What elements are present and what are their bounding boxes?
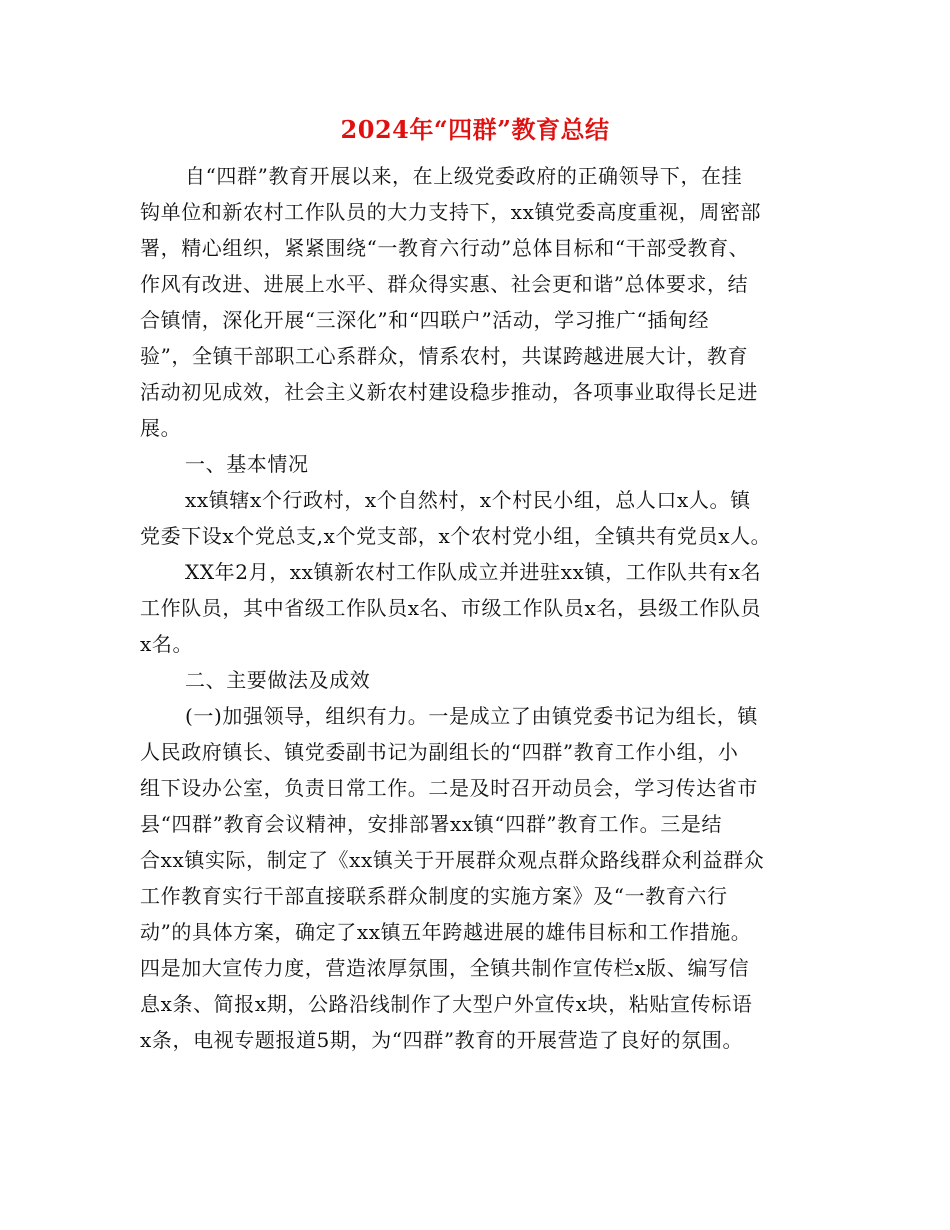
text-line: 组下设办公室，负责日常工作。二是及时召开动员会，学习传达省市 bbox=[140, 776, 758, 800]
text-line: 人民政府镇长、镇党委副书记为副组长的“四群”教育工作小组，小 bbox=[140, 740, 739, 764]
text-line: 党委下设x个党总支,x个党支部，x个农村党小组，全镇共有党员x人。 bbox=[140, 524, 772, 548]
text-line: 合镇情，深化开展“三深化”和“四联户”活动，学习推广“插甸经 bbox=[140, 308, 710, 332]
text-line: XX年2月，xx镇新农村工作队成立并进驻xx镇，工作队共有x名 bbox=[185, 560, 762, 584]
text-line: 活动初见成效，社会主义新农村建设稳步推动，各项事业取得长足进 bbox=[140, 380, 758, 404]
text-line: 工作队员，其中省级工作队员x名、市级工作队员x名，县级工作队员 bbox=[140, 596, 762, 620]
text-line: x条，电视专题报道5期，为“四群”教育的开展营造了良好的氛围。 bbox=[140, 1028, 744, 1052]
text-line: 署，精心组织，紧紧围绕“一教育六行动”总体目标和“干部受教育、 bbox=[140, 236, 750, 260]
text-line: 合xx镇实际，制定了《xx镇关于开展群众观点群众路线群众利益群众 bbox=[140, 848, 765, 872]
text-line: (一)加强领导，组织有力。一是成立了由镇党委书记为组长，镇 bbox=[185, 704, 759, 728]
text-line: 钩单位和新农村工作队员的大力支持下，xx镇党委高度重视，周密部 bbox=[140, 200, 762, 224]
text-line: x名。 bbox=[140, 632, 194, 656]
document-body bbox=[140, 158, 820, 1058]
text-line: 一、基本情况 bbox=[185, 452, 309, 476]
text-line: 息x条、简报x期，公路沿线制作了大型户外宣传x块，粘贴宣传标语 bbox=[140, 992, 753, 1016]
text-line: 工作教育实行干部直接联系群众制度的实施方案》及“一教育六行 bbox=[140, 884, 728, 908]
text-line: 自“四群”教育开展以来，在上级党委政府的正确领导下，在挂 bbox=[185, 164, 743, 188]
text-line: 四是加大宣传力度，营造浓厚氛围，全镇共制作宣传栏x版、编写信 bbox=[140, 956, 750, 980]
text-line: xx镇辖x个行政村，x个自然村，x个村民小组，总人口x人。镇 bbox=[185, 488, 751, 512]
text-line: 县“四群”教育会议精神，安排部署xx镇“四群”教育工作。三是结 bbox=[140, 812, 723, 836]
text-line: 动”的具体方案，确定了xx镇五年跨越进展的雄伟目标和工作措施。 bbox=[140, 920, 752, 944]
text-line: 作风有改进、进展上水平、群众得实惠、社会更和谐”总体要求，结 bbox=[140, 272, 749, 296]
document-title: 2024年“四群”教育总结 bbox=[340, 115, 610, 144]
text-line: 二、主要做法及成效 bbox=[185, 668, 371, 692]
text-line: 展。 bbox=[140, 416, 182, 440]
text-line: 验”，全镇干部职工心系群众，情系农村，共谋跨越进展大计，教育 bbox=[140, 344, 749, 368]
